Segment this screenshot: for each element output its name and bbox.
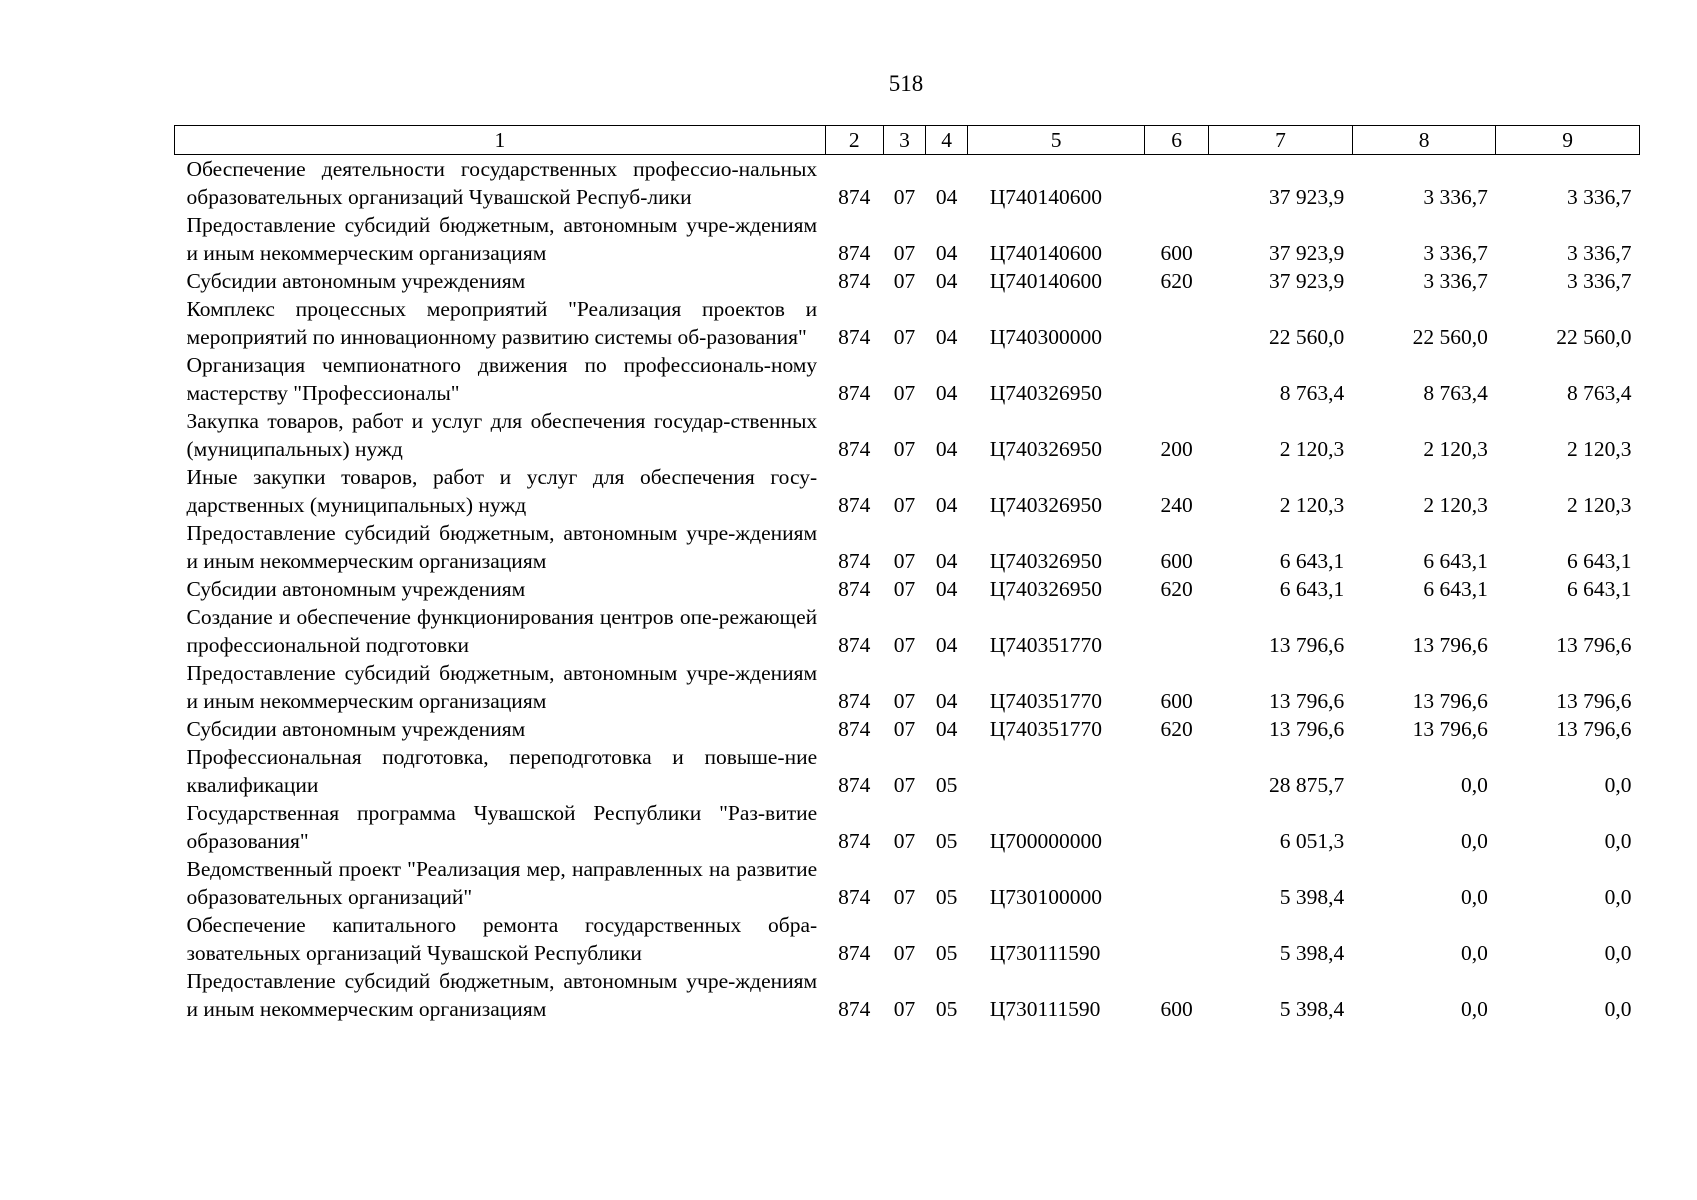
table-row	[175, 267, 1640, 295]
row-amount-3: 22 560,0	[1556, 325, 1632, 349]
row-subsection: 04	[935, 381, 958, 405]
row-amount-3: 13 796,6	[1556, 633, 1632, 657]
row-section: 07	[893, 241, 916, 265]
row-expense-type: 200	[1160, 437, 1193, 461]
row-expense-type: 600	[1160, 997, 1193, 1021]
row-name: Предоставление субсидий бюджетным, автономным учре-ждениям и иным некоммерческим организациям	[186, 521, 818, 573]
row-subsection: 04	[935, 577, 958, 601]
row-grbs: 874	[838, 997, 871, 1021]
row-amount-2: 22 560,0	[1412, 325, 1488, 349]
header-col-2: 2	[825, 126, 883, 155]
row-subsection: 05	[935, 829, 958, 853]
row-name: Субсидии автономным учреждениям	[186, 577, 526, 601]
row-grbs: 874	[838, 437, 871, 461]
row-amount-3: 13 796,6	[1556, 689, 1632, 713]
table-row	[175, 519, 1640, 575]
row-subsection: 04	[935, 689, 958, 713]
header-col-5: 5	[968, 126, 1145, 155]
row-subsection: 04	[935, 549, 958, 573]
row-expense-type	[1144, 603, 1208, 659]
row-amount-3: 8 763,4	[1567, 381, 1632, 405]
row-amount-1: 5 398,4	[1279, 885, 1345, 909]
row-amount-1: 6 643,1	[1279, 577, 1345, 601]
table-header	[175, 126, 1640, 155]
row-amount-3: 0,0	[1604, 997, 1632, 1021]
row-amount-2: 0,0	[1460, 773, 1488, 797]
row-section: 07	[893, 577, 916, 601]
row-amount-1: 37 923,9	[1269, 241, 1345, 265]
row-target-article: Ц740326950	[989, 549, 1103, 573]
row-amount-3: 3 336,7	[1567, 185, 1632, 209]
row-expense-type	[1144, 743, 1208, 799]
row-expense-type: 240	[1160, 493, 1193, 517]
row-subsection: 04	[935, 717, 958, 741]
row-target-article: Ц740300000	[989, 325, 1103, 349]
row-amount-1: 5 398,4	[1279, 941, 1345, 965]
row-amount-1: 2 120,3	[1279, 493, 1345, 517]
row-grbs: 874	[838, 185, 871, 209]
table-row	[175, 295, 1640, 351]
row-expense-type	[1144, 855, 1208, 911]
row-grbs: 874	[838, 633, 871, 657]
row-expense-type: 600	[1160, 241, 1193, 265]
row-amount-3: 2 120,3	[1567, 437, 1632, 461]
row-grbs: 874	[838, 689, 871, 713]
row-name: Государственная программа Чувашской Республики "Раз-витие образования"	[186, 801, 818, 853]
row-amount-2: 3 336,7	[1423, 241, 1488, 265]
row-expense-type: 620	[1160, 577, 1193, 601]
table-row	[175, 743, 1640, 799]
table-row	[175, 799, 1640, 855]
header-col-8: 8	[1352, 126, 1496, 155]
row-name: Профессиональная подготовка, переподготовка и повыше-ние квалификации	[186, 745, 818, 797]
table-row	[175, 211, 1640, 267]
row-subsection: 04	[935, 633, 958, 657]
row-grbs: 874	[838, 885, 871, 909]
row-name: Создание и обеспечение функционирования центров опе-режающей профессиональной подготовки	[186, 605, 818, 657]
row-section: 07	[893, 381, 916, 405]
row-amount-2: 6 643,1	[1423, 577, 1488, 601]
row-amount-2: 0,0	[1460, 941, 1488, 965]
row-amount-1: 13 796,6	[1269, 717, 1345, 741]
table-row	[175, 967, 1640, 1023]
table-row	[175, 855, 1640, 911]
row-name: Субсидии автономным учреждениям	[186, 717, 526, 741]
row-section: 07	[893, 493, 916, 517]
row-section: 07	[893, 185, 916, 209]
row-amount-1: 28 875,7	[1269, 773, 1345, 797]
header-row	[175, 126, 1640, 155]
row-subsection: 04	[935, 325, 958, 349]
row-expense-type	[1144, 351, 1208, 407]
row-expense-type: 620	[1160, 717, 1193, 741]
row-amount-3: 13 796,6	[1556, 717, 1632, 741]
row-subsection: 04	[935, 185, 958, 209]
row-section: 07	[893, 689, 916, 713]
row-amount-2: 6 643,1	[1423, 549, 1488, 573]
row-amount-3: 3 336,7	[1567, 241, 1632, 265]
row-section: 07	[893, 437, 916, 461]
row-amount-3: 2 120,3	[1567, 493, 1632, 517]
row-name: Закупка товаров, работ и услуг для обеспечения государ-ственных (муниципальных) нужд	[186, 409, 818, 461]
row-amount-1: 6 643,1	[1279, 549, 1345, 573]
row-subsection: 04	[935, 437, 958, 461]
table-row	[175, 155, 1640, 212]
row-expense-type	[1144, 911, 1208, 967]
row-amount-3: 0,0	[1604, 773, 1632, 797]
row-amount-1: 2 120,3	[1279, 437, 1345, 461]
table-row	[175, 463, 1640, 519]
row-name: Иные закупки товаров, работ и услуг для обеспечения госу-дарственных (муниципальных) нужд	[186, 465, 818, 517]
row-expense-type	[1144, 799, 1208, 855]
table-row	[175, 911, 1640, 967]
row-expense-type: 600	[1160, 689, 1193, 713]
row-amount-3: 6 643,1	[1567, 577, 1632, 601]
row-name: Ведомственный проект "Реализация мер, направленных на развитие образовательных организаций"	[186, 857, 818, 909]
row-subsection: 04	[935, 241, 958, 265]
row-section: 07	[893, 633, 916, 657]
row-amount-2: 8 763,4	[1423, 381, 1488, 405]
row-grbs: 874	[838, 381, 871, 405]
row-subsection: 04	[935, 493, 958, 517]
row-target-article: Ц740351770	[989, 633, 1103, 657]
row-grbs: 874	[838, 493, 871, 517]
row-amount-1: 13 796,6	[1269, 633, 1345, 657]
row-amount-2: 2 120,3	[1423, 437, 1488, 461]
row-amount-2: 3 336,7	[1423, 269, 1488, 293]
row-section: 07	[893, 549, 916, 573]
row-section: 07	[893, 773, 916, 797]
row-target-article: Ц740140600	[989, 185, 1103, 209]
row-grbs: 874	[838, 829, 871, 853]
row-amount-2: 0,0	[1460, 997, 1488, 1021]
row-grbs: 874	[838, 241, 871, 265]
table-row	[175, 407, 1640, 463]
row-target-article: Ц740140600	[989, 269, 1103, 293]
row-subsection: 05	[935, 885, 958, 909]
row-subsection: 05	[935, 941, 958, 965]
table-row	[175, 603, 1640, 659]
row-amount-2: 0,0	[1460, 829, 1488, 853]
row-amount-2: 13 796,6	[1412, 633, 1488, 657]
page-number: 518	[888, 71, 924, 96]
row-grbs: 874	[838, 269, 871, 293]
row-target-article	[968, 743, 1145, 799]
row-target-article: Ц740351770	[989, 689, 1103, 713]
header-col-3: 3	[883, 126, 925, 155]
row-amount-1: 22 560,0	[1269, 325, 1345, 349]
row-amount-2: 13 796,6	[1412, 717, 1488, 741]
row-amount-2: 13 796,6	[1412, 689, 1488, 713]
row-section: 07	[893, 269, 916, 293]
row-target-article: Ц730111590	[989, 997, 1101, 1021]
row-subsection: 05	[935, 773, 958, 797]
header-col-4: 4	[926, 126, 968, 155]
row-section: 07	[893, 829, 916, 853]
row-name: Предоставление субсидий бюджетным, автономным учре-ждениям и иным некоммерческим организациям	[186, 969, 818, 1021]
row-target-article: Ц740326950	[989, 493, 1103, 517]
row-amount-2: 3 336,7	[1423, 185, 1488, 209]
row-target-article: Ц740326950	[989, 577, 1103, 601]
row-target-article: Ц740140600	[989, 241, 1103, 265]
row-target-article: Ц700000000	[989, 829, 1103, 853]
row-amount-3: 3 336,7	[1567, 269, 1632, 293]
row-grbs: 874	[838, 325, 871, 349]
row-expense-type: 600	[1160, 549, 1193, 573]
row-amount-1: 8 763,4	[1279, 381, 1345, 405]
row-target-article: Ц730100000	[989, 885, 1103, 909]
table-row	[175, 575, 1640, 603]
row-amount-1: 6 051,3	[1279, 829, 1345, 853]
row-amount-1: 37 923,9	[1269, 185, 1345, 209]
row-name: Организация чемпионатного движения по профессиональ-ному мастерству "Профессионалы"	[186, 353, 818, 405]
row-target-article: Ц740351770	[989, 717, 1103, 741]
row-grbs: 874	[838, 717, 871, 741]
row-amount-3: 0,0	[1604, 829, 1632, 853]
row-amount-3: 0,0	[1604, 885, 1632, 909]
row-name: Обеспечение деятельности государственных профессио-нальных образовательных организаций Чувашской Респуб-лики	[186, 157, 818, 209]
row-section: 07	[893, 325, 916, 349]
row-subsection: 04	[935, 269, 958, 293]
row-name: Комплекс процессных мероприятий "Реализация проектов и мероприятий по инновационному развитию системы об-разования"	[186, 297, 818, 349]
row-amount-3: 0,0	[1604, 941, 1632, 965]
table-body	[175, 155, 1640, 1024]
row-section: 07	[893, 941, 916, 965]
row-grbs: 874	[838, 577, 871, 601]
row-amount-3: 6 643,1	[1567, 549, 1632, 573]
row-amount-2: 0,0	[1460, 885, 1488, 909]
row-grbs: 874	[838, 941, 871, 965]
header-col-7: 7	[1209, 126, 1353, 155]
row-amount-1: 13 796,6	[1269, 689, 1345, 713]
row-amount-1: 5 398,4	[1279, 997, 1345, 1021]
row-expense-type	[1144, 295, 1208, 351]
row-name: Предоставление субсидий бюджетным, автономным учре-ждениям и иным некоммерческим организациям	[186, 661, 818, 713]
row-amount-1: 37 923,9	[1269, 269, 1345, 293]
budget-table	[174, 125, 1640, 1023]
row-expense-type	[1144, 155, 1208, 212]
row-name: Предоставление субсидий бюджетным, автономным учре-ждениям и иным некоммерческим организациям	[186, 213, 818, 265]
table-row	[175, 715, 1640, 743]
row-grbs: 874	[838, 773, 871, 797]
row-expense-type: 620	[1160, 269, 1193, 293]
row-grbs: 874	[838, 549, 871, 573]
row-name: Обеспечение капитального ремонта государственных обра-зовательных организаций Чувашской Республики	[186, 913, 818, 965]
table-row	[175, 659, 1640, 715]
row-amount-2: 2 120,3	[1423, 493, 1488, 517]
row-target-article: Ц740326950	[989, 381, 1103, 405]
row-subsection: 05	[935, 997, 958, 1021]
row-section: 07	[893, 717, 916, 741]
row-section: 07	[893, 885, 916, 909]
row-target-article: Ц730111590	[989, 941, 1101, 965]
header-col-9: 9	[1496, 126, 1640, 155]
row-target-article: Ц740326950	[989, 437, 1103, 461]
header-col-6: 6	[1144, 126, 1208, 155]
row-name: Субсидии автономным учреждениям	[186, 269, 526, 293]
table-row	[175, 351, 1640, 407]
row-section: 07	[893, 997, 916, 1021]
header-col-1: 1	[175, 126, 826, 155]
